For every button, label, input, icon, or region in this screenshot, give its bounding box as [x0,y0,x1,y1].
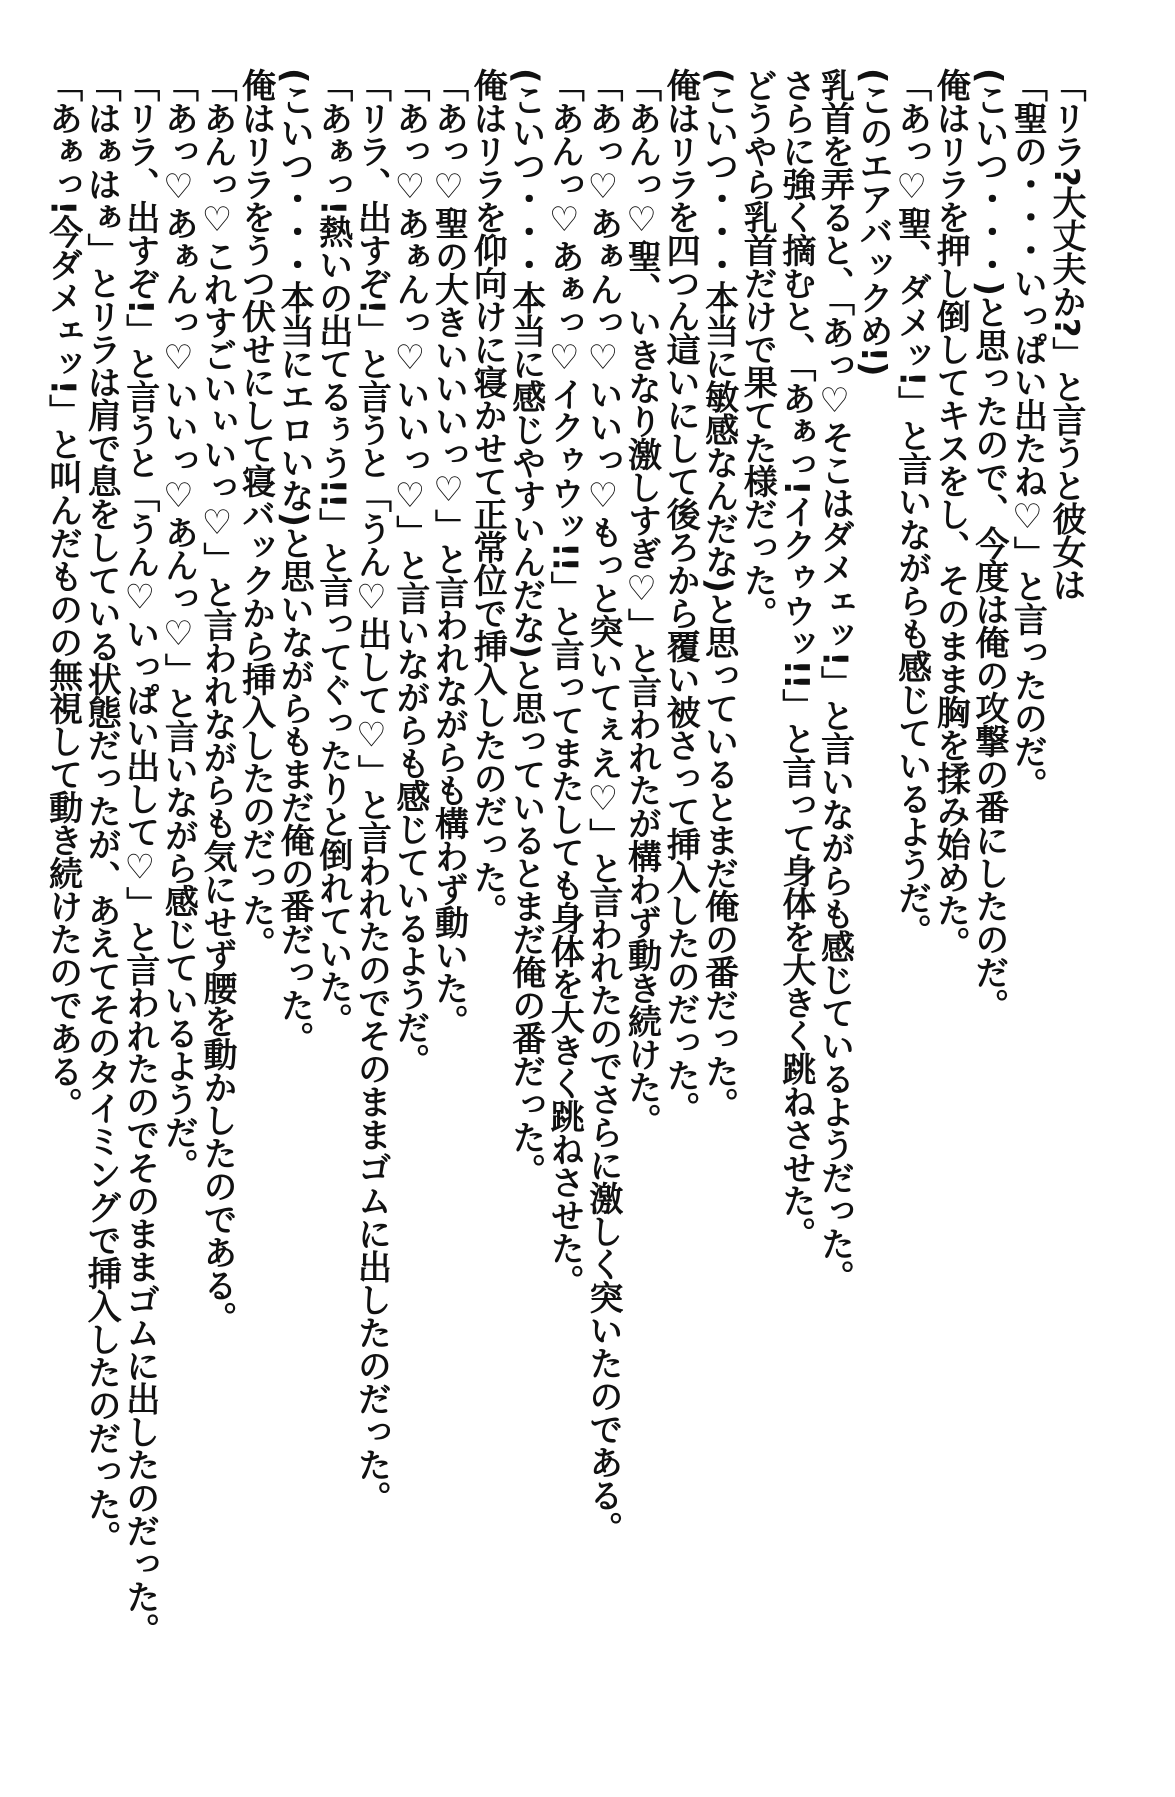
text-line: 俺はリラを押し倒してキスをし、そのまま胸を揉み始めた。 [930,68,971,959]
text-line: 俺はリラを仰向けに寝かせて正常位で挿入したのだった。 [467,68,508,926]
text-line: (こいつ・・・)と思ったので、今度は俺の攻撃の番にしたのだ。 [968,68,1009,1022]
text-line: 「あっ♡聖、ダメッ!」と言いながらも感じているようだ。 [891,68,932,947]
text-line: 「はぁはぁ」とリラは肩で息をしている状態だったが、あえてそのタイミングで挿入したのだった。 [81,68,122,1553]
text-line: さらに強く摘むと、「あぁっ!イクゥウッ!!」と言って身体を大きく跳ねさせた。 [775,68,816,1250]
text-line: (こいつ・・・本当に感じやすいんだな)と思っているとまだ俺の番だった。 [505,68,546,1187]
text-line: (こいつ・・・本当にエロいな)と思いながらもまだ俺の番だった。 [274,68,315,1055]
text-line: 俺はリラをうつ伏せにして寝バックから挿入したのだった。 [235,68,276,959]
text-line: 「リラ、出すぞ!」と言うと「うん♡出して♡」と言われたのでそのままゴムに出したのだった。 [351,68,392,1514]
text-line: 「あんっ♡聖、いきなり激しすぎ♡」と言われたが構わず動き続けた。 [621,68,662,1136]
text-line: 「あんっ♡あぁっ♡イクゥウッ!!」と言ってまたしても身体を大きく跳ねさせた。 [544,68,585,1298]
vertical-text-body [43,68,1085,1748]
text-line: 「リラ、出すぞ!」と言うと「うん♡いっぱい出して♡」と言われたのでそのままゴムに出したのだった。 [119,68,160,1646]
text-line: 「聖の・・・いっぱい出たね♡」と言ったのだ。 [1007,68,1048,800]
text-line: (こいつ・・・本当に敏感なんだな)と思っているとまだ俺の番だった。 [698,68,739,1121]
text-line: 「あぁっ!今ダメェッ!」と叫んだものの無視して動き続けたのである。 [42,68,83,1121]
text-line: 「あんっ♡これすごいぃいっ♡」と言われながらも気にせず腰を動かしたのである。 [196,68,237,1334]
text-line: 乳首を弄ると、「あっ♡そこはダメェッ!」と言いながらも感じているようだった。 [814,68,855,1293]
text-line: 「あぁっ!熱いの出てるぅう!!」と言ってぐったりと倒れていた。 [312,68,353,1036]
text-line: どうやら乳首だけで果てた様だった。 [737,68,778,629]
text-line: 「あっ♡あぁんっ♡いいっ♡もっと突いてぇえ♡」と言われたのでさらに激しく突いたのである。 [582,68,623,1544]
text-line: 「あっ♡聖の大きいいいっ♡」と言われながらも構わず動いた。 [428,68,469,1037]
text-line: 「あっ♡あぁんっ♡いいっ♡あんっ♡」と言いながら感じているようだ。 [158,68,199,1181]
text-line: (このエアバックめ!) [853,68,894,376]
text-line: 俺はリラを四つん這いにして後ろから覆い被さって挿入したのだった。 [660,68,701,1124]
text-line: 「あっ♡あぁんっ♡いいっ♡」と言いながらも感じているようだ。 [389,68,430,1076]
text-line: 「リラ?大丈夫か?」と言うと彼女は [1046,68,1086,601]
